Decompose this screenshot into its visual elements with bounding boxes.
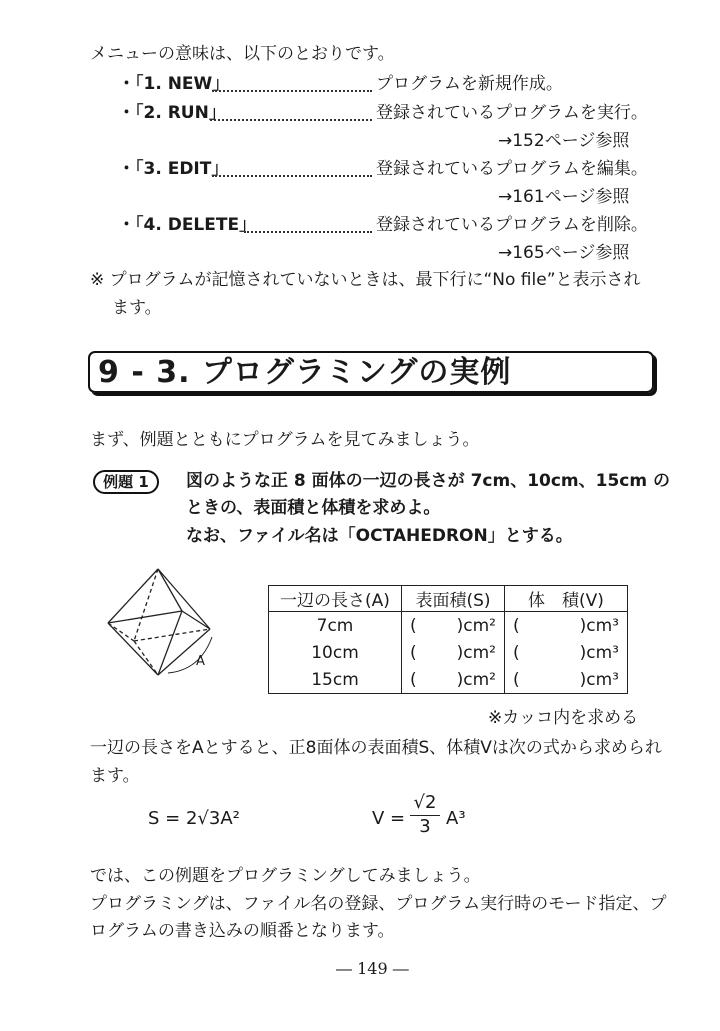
side-cell: 7cm: [269, 612, 402, 640]
formula-intro-2: ます。: [90, 766, 140, 786]
open-paren: (: [513, 615, 520, 636]
volume-unit: )cm³: [579, 615, 619, 636]
example-badge: 例題 1: [93, 470, 159, 494]
formula-volume-numerator: √2: [413, 792, 437, 813]
leader-dots: [244, 231, 372, 233]
formula-volume-lhs: V =: [372, 808, 406, 829]
menu-label-delete: ・「4. DELETE」: [118, 215, 257, 235]
formula-volume-denominator: 3: [419, 816, 431, 837]
menu-label-new: ・「1. NEW」: [118, 74, 230, 94]
menu-label-edit: ・「3. EDIT」: [118, 159, 229, 179]
example-line-1: 図のような正 8 面体の一辺の長さが 7cm、10cm、15cm の: [186, 471, 671, 491]
figure-label: A: [196, 654, 205, 669]
closing-line-3: ログラムの書き込みの順番となります。: [90, 921, 395, 941]
table-row: [269, 612, 628, 640]
closing-line-1: では、この例題をプログラミングしてみましょう。: [90, 866, 481, 886]
open-paren: (: [513, 642, 520, 663]
area-unit: )cm²: [456, 642, 496, 663]
leader-dots: [212, 175, 372, 177]
menu-desc-edit: 登録されているプログラムを編集。: [376, 159, 648, 179]
menu-desc-delete: 登録されているプログラムを削除。: [376, 215, 648, 235]
formula-intro-1: 一辺の長さをAとすると、正8面体の表面積S、体積Vは次の式から求められ: [90, 738, 662, 758]
open-paren: (: [513, 669, 520, 690]
side-cell: 10cm: [269, 639, 402, 666]
menu-ref-delete: →165ページ参照: [498, 243, 630, 263]
open-paren: (: [410, 615, 417, 636]
table-header: 表面積(S): [402, 586, 505, 612]
example-line-3: なお、ファイル名は「OCTAHEDRON」とする。: [186, 526, 573, 546]
open-paren: (: [410, 642, 417, 663]
closing-line-2: プログラミングは、ファイル名の登録、プログラム実行時のモード指定、プ: [90, 894, 667, 914]
open-paren: (: [410, 669, 417, 690]
menu-label-run: ・「2. RUN」: [118, 103, 226, 123]
area-unit: )cm²: [456, 669, 496, 690]
volume-unit: )cm³: [579, 669, 619, 690]
result-table: [268, 585, 628, 694]
formula-volume-rhs: A³: [446, 808, 466, 829]
table-header: 一辺の長さ(A): [269, 586, 402, 612]
section-heading-box: [88, 351, 654, 393]
area-unit: )cm²: [456, 615, 496, 636]
lead-text: まず、例題とともにプログラムを見てみましょう。: [90, 430, 480, 450]
table-row: [269, 639, 628, 666]
table-note: ※カッコ内を求める: [488, 708, 639, 728]
intro-text: メニューの意味は、以下のとおりです。: [90, 44, 395, 64]
note-line-2: ます。: [112, 298, 162, 318]
octahedron-figure: [100, 565, 230, 685]
page-number: ― 149 ―: [336, 959, 409, 978]
menu-desc-new: プログラムを新規作成。: [376, 74, 563, 94]
side-cell: 15cm: [269, 666, 402, 694]
menu-ref-run: →152ページ参照: [498, 131, 630, 151]
table-row: [269, 666, 628, 694]
example-line-2: ときの、表面積と体積を求めよ。: [186, 498, 441, 518]
menu-ref-edit: →161ページ参照: [498, 187, 630, 207]
leader-dots: [210, 119, 372, 121]
table-header: 体 積(V): [505, 586, 628, 612]
leader-dots: [212, 90, 372, 92]
formula-surface-area: S = 2√3A²: [148, 808, 240, 829]
section-title: 9 - 3. プログラミングの実例: [98, 355, 512, 390]
menu-desc-run: 登録されているプログラムを実行。: [376, 103, 648, 123]
volume-unit: )cm³: [579, 642, 619, 663]
note-line-1: ※ プログラムが記憶されていないときは、最下行に“No file”と表示され: [90, 270, 641, 290]
